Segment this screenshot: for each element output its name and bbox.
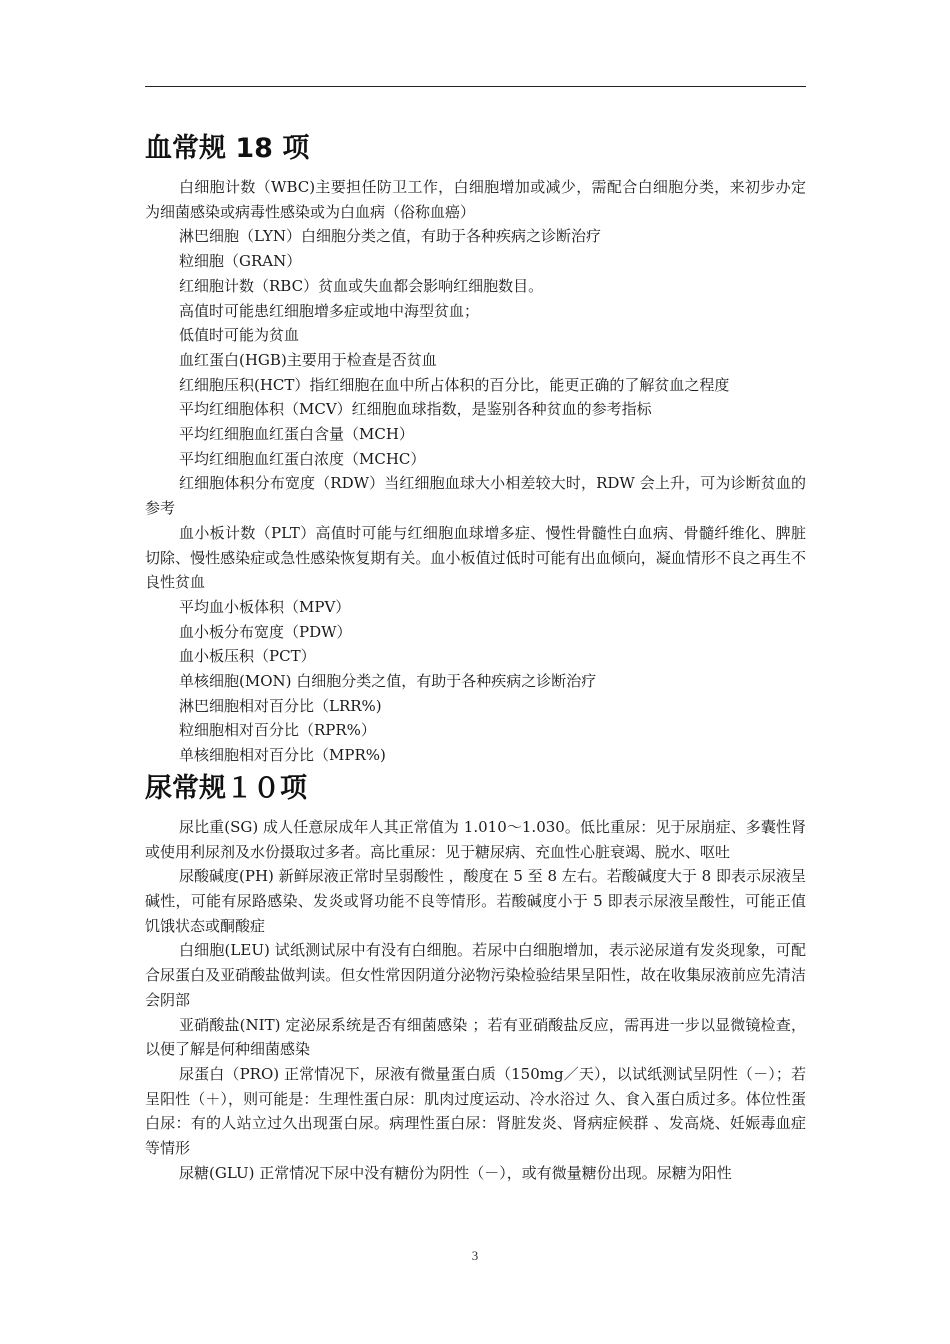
section-title-blood-routine: 血常规 18 项 xyxy=(145,133,310,164)
paragraph: 单核细胞相对百分比（MPR%) xyxy=(179,746,386,765)
paragraph: 单核细胞(MON) 白细胞分类之值，有助于各种疾病之诊断治疗 xyxy=(179,672,597,691)
page-number: 3 xyxy=(471,1248,479,1263)
paragraph: 淋巴细胞（LYN）白细胞分类之值，有助于各种疾病之诊断治疗 xyxy=(179,227,602,246)
paragraph: 淋巴细胞相对百分比（LRR%) xyxy=(179,696,382,715)
paragraph: 平均血小板体积（MPV） xyxy=(179,597,351,616)
paragraph: 白细胞(LEU) 试纸测试尿中有没有白细胞。若尿中白细胞增加，表示泌尿道有发炎现象，可配合尿蛋白及亚硝酸盐做判读。但女性常因阴道分泌物污染检验结果呈阳性，故在收集尿液前应先清洁会阴部 xyxy=(145,941,806,1009)
paragraph: 粒细胞（GRAN） xyxy=(179,252,302,271)
paragraph: 尿蛋白（PRO) 正常情况下，尿液有微量蛋白质（150mg／天），以试纸测试呈阴性（－）；若呈阳性（＋），则可能是：生理性蛋白尿：肌肉过度运动、冷水浴过 久、食入蛋白质过多。体位性蛋白尿：有的人站立过久出现蛋白尿。病理性蛋白尿：肾脏发炎、肾病症候群 、发高烧、妊娠毒血症等情形 xyxy=(145,1064,806,1158)
paragraph: 平均红细胞体积（MCV）红细胞血球指数，是鉴别各种贫血的参考指标 xyxy=(179,400,652,419)
paragraph: 低值时可能为贫血 xyxy=(179,326,300,345)
paragraph: 白细胞计数（WBC)主要担任防卫工作，白细胞增加或减少，需配合白细胞分类，来初步办定为细菌感染或病毒性感染或为白血病（俗称血癌） xyxy=(145,178,806,221)
paragraph: 血小板压积（PCT） xyxy=(179,647,316,666)
paragraph: 尿比重(SG) 成人任意尿成年人其正常值为 1.010～1.030。低比重尿：见于尿崩症、多囊性肾或使用利尿剂及水份摄取过多者。高比重尿：见于糖尿病、充血性心脏衰竭、脱水、呕吐 xyxy=(145,817,806,861)
paragraph: 尿糖(GLU) 正常情况下尿中没有糖份为阴性（－），或有微量糖份出现。尿糖为阳性 xyxy=(179,1163,732,1182)
paragraph: 尿酸碱度(PH) 新鲜尿液正常时呈弱酸性 ，酸度在 5 至 8 左右。若酸碱度大于 8 即表示尿液呈碱性，可能有尿路感染、发炎或肾功能不良等情形。若酸碱度小于 5 即表示尿液呈酸性，可能正值饥饿状态或酮酸症 xyxy=(145,867,806,935)
paragraph: 高值时可能患红细胞增多症或地中海型贫血； xyxy=(179,301,480,320)
paragraph: 血红蛋白(HGB)主要用于检查是否贫血 xyxy=(179,350,437,369)
paragraph: 红细胞体积分布宽度（RDW）当红细胞血球大小相差较大时，RDW 会上升，可为诊断贫血的参考 xyxy=(145,474,806,518)
paragraph: 亚硝酸盐(NIT) 定泌尿系统是否有细菌感染 ；若有亚硝酸盐反应，需再进一步以显微镜检查，以便了解是何种细菌感染 xyxy=(145,1015,806,1059)
section-title-urine-routine: 尿常规１０项 xyxy=(145,772,307,804)
paragraph: 平均红细胞血红蛋白含量（MCH） xyxy=(179,425,414,444)
paragraph: 平均红细胞血红蛋白浓度（MCHC） xyxy=(179,449,426,468)
document-body xyxy=(145,128,806,1185)
header-rule xyxy=(145,86,806,87)
paragraph: 血小板计数（PLT）高值时可能与红细胞血球增多症、慢性骨髓性白血病、骨髓纤维化、脾脏切除、慢性感染症或急性感染恢复期有关。血小板值过低时可能有出血倾向，凝血情形不良之再生不良性贫血 xyxy=(145,523,806,592)
paragraph: 血小板分布宽度（PDW） xyxy=(179,622,352,641)
paragraph: 红细胞计数（RBC）贫血或失血都会影响红细胞数目。 xyxy=(179,276,544,295)
paragraph: 粒细胞相对百分比（RPR%） xyxy=(179,721,376,740)
paragraph: 红细胞压积(HCT）指红细胞在血中所占体积的百分比，能更正确的了解贫血之程度 xyxy=(179,375,730,394)
